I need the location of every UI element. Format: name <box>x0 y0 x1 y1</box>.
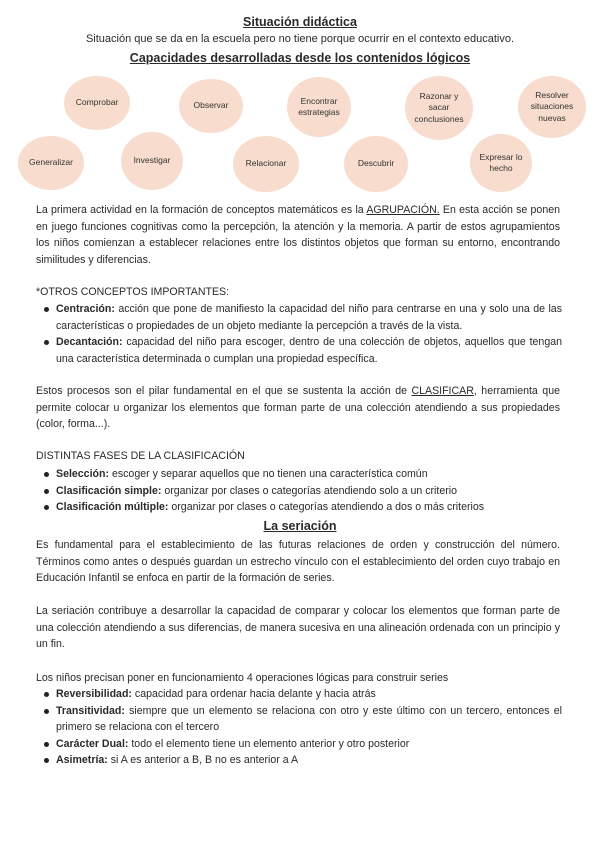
list-item: Clasificación simple: organizar por clases o categorías atendiendo solo a un criterio <box>36 483 562 500</box>
phases-list <box>36 466 562 516</box>
capacity-bubble: Observar <box>179 79 243 133</box>
capacity-bubble: Comprobar <box>64 76 130 130</box>
capacity-bubble: Investigar <box>121 132 183 190</box>
capacity-bubble: Descubrir <box>344 136 408 192</box>
list-item: Transitividad: siempre que un elemento se relaciona con otro y este último con un tercero, entonces el primero se relaciona con el tercero <box>36 703 562 736</box>
seriation-paragraph-1: Es fundamental para el establecimiento de las futuras relaciones de orden y construcción del número. Términos como antes o después guardan un estrecho vínculo con el establecimiento del orden cuyo trabajo en Educación Infantil se enfoca en partir de la formación de series. <box>36 539 560 584</box>
intro-paragraph: La primera actividad en la formación de conceptos matemáticos es la AGRUPACIÓN. En esta acción se ponen en juego funciones cognitivas como la percepción, la atención y la memoria. A partir de estos agrupamientos los niños comienzan a establecer relaciones entre los distintos objetos que forman su entorno, encontrando similitudes y diferencias. <box>36 204 560 266</box>
page-subtitle: Situación que se da en la escuela pero no tiene porque ocurrir en el contexto educativo. <box>85 33 515 45</box>
classify-paragraph: Estos procesos son el pilar fundamental en el que se sustenta la acción de CLASIFICAR, herramienta que permite colocar u organizar los elementos que forman parte de una colección atendiendo a sus propiedades (color, forma...). <box>36 385 560 430</box>
list-item: Selección: escoger y separar aquellos que no tienen una característica común <box>36 466 562 483</box>
other-concepts-list <box>36 301 562 367</box>
list-item: Carácter Dual: todo el elemento tiene un elemento anterior y otro posterior <box>36 736 562 753</box>
capacity-bubble: Generalizar <box>18 136 84 190</box>
seriation-paragraph-2: La seriación contribuye a desarrollar la capacidad de comparar y colocar los elementos que forman parte de una colección atendiendo a sus diferencias, de manera sucesiva en una alineación ordenada con un principio y un fin. <box>36 605 560 650</box>
capacity-bubble: Relacionar <box>233 136 299 192</box>
seriation-paragraph-3: Los niños precisan poner en funcionamiento 4 operaciones lógicas para construir series <box>36 672 449 684</box>
clasificar-term: CLASIFICAR <box>411 385 474 397</box>
capacity-bubble: Resolver situaciones nuevas <box>518 76 586 138</box>
list-item: Asimetría: si A es anterior a B, B no es anterior a A <box>36 752 562 769</box>
list-item: Centración: acción que pone de manifiesto la capacidad del niño para centrarse en una y solo una de las características o propiedades de un objeto mediante la percepción a través de la vista. <box>36 301 562 334</box>
list-item: Decantación: capacidad del niño para escoger, dentro de una colección de objetos, aquellos que tengan una característica determinada o cumplan una propiedad específica. <box>36 334 562 367</box>
seriation-title: La seriación <box>263 519 337 533</box>
agrupacion-term: AGRUPACIÓN. <box>366 204 440 216</box>
page-title: Situación didáctica <box>243 15 357 29</box>
capacity-bubble: Razonar y sacar conclusiones <box>405 76 473 140</box>
capacity-bubble: Encontrar estrategias <box>287 77 351 137</box>
phases-heading: DISTINTAS FASES DE LA CLASIFICACIÓN <box>36 450 245 462</box>
seriation-list <box>36 686 562 769</box>
capacities-title: Capacidades desarrolladas desde los contenidos lógicos <box>129 51 471 65</box>
other-concepts-heading: *OTROS CONCEPTOS IMPORTANTES: <box>36 286 230 298</box>
list-item: Reversibilidad: capacidad para ordenar hacia delante y hacia atrás <box>36 686 562 703</box>
list-item: Clasificación múltiple: organizar por clases o categorías atendiendo a dos o más criterios <box>36 499 562 516</box>
capacity-bubble: Expresar lo hecho <box>470 134 532 192</box>
